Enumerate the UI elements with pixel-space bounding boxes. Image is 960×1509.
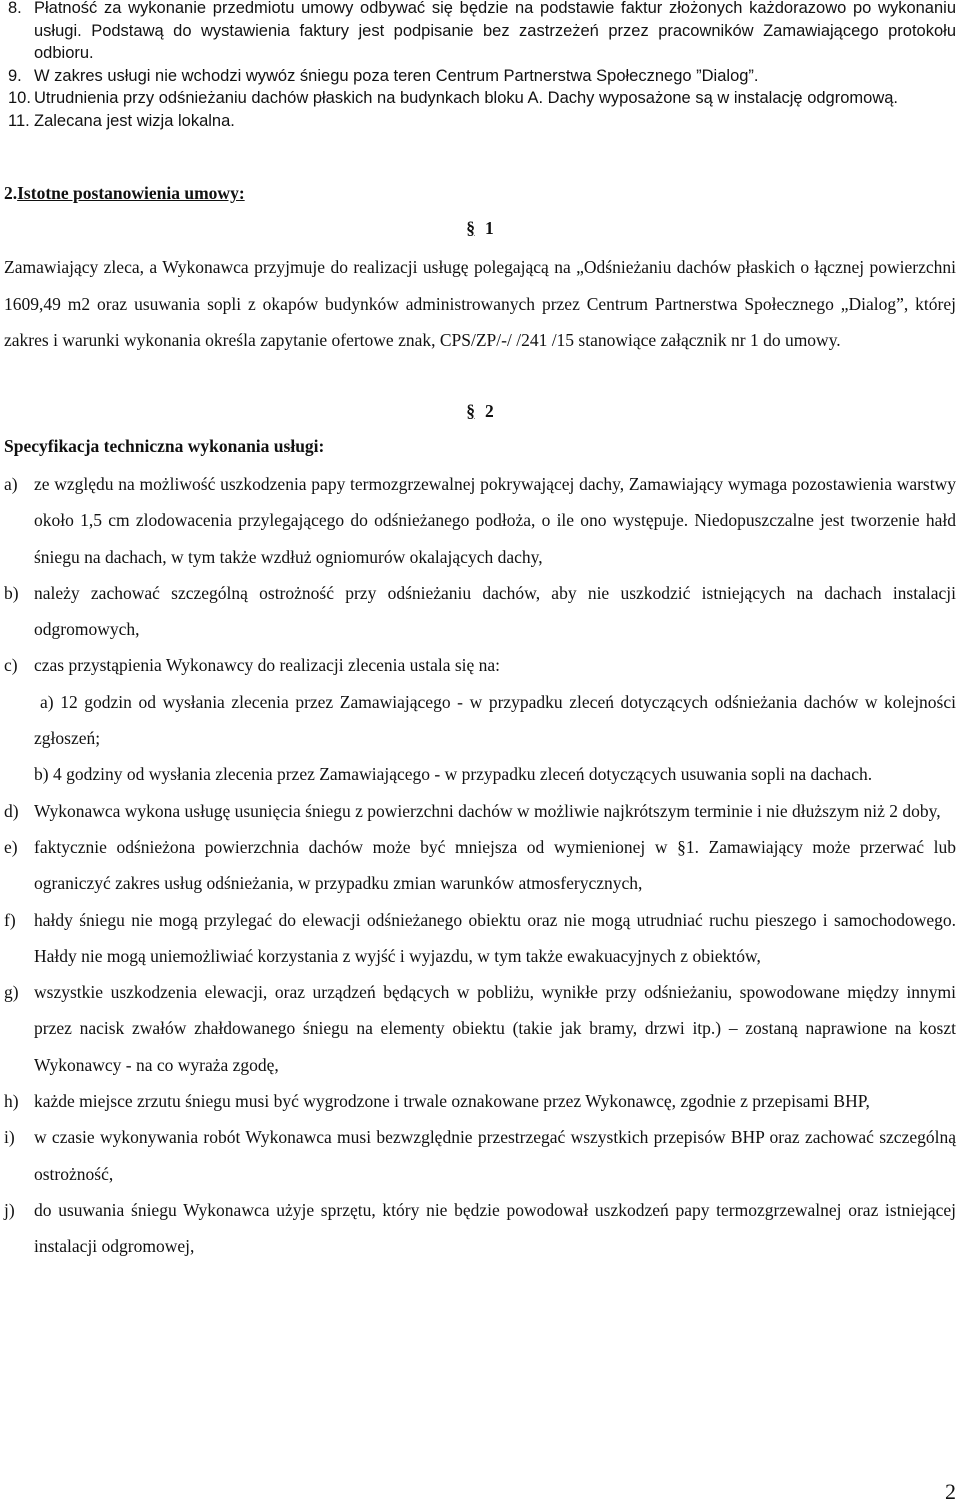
section-number: 1 xyxy=(485,218,494,238)
item-label: a) xyxy=(4,474,18,494)
list-item xyxy=(4,575,956,648)
item-text: należy zachować szczególną ostrożność przy odśnieżaniu dachów, aby nie uszkodzić istniejących na dachach instalacji odgromowych, xyxy=(34,582,956,640)
item-text: czas przystąpienia Wykonawcy do realizacji zlecenia ustala się na: xyxy=(34,655,501,676)
spec-list xyxy=(4,466,956,1265)
item-label: j) xyxy=(4,1199,15,1220)
list-item xyxy=(4,1192,956,1265)
section-symbol: § xyxy=(466,218,475,238)
list-item xyxy=(8,65,956,88)
item-text: do usuwania śniegu Wykonawca użyje sprzętu, który nie będzie powodował uszkodzeń papy termozgrzewalnej oraz istniejącej instalacji odgromowej, xyxy=(34,1199,956,1257)
numbered-list xyxy=(8,0,956,132)
item-text: wszystkie uszkodzenia elewacji, oraz urządzeń będących w pobliżu, wynikłe przy odśnieżaniu, spowodowane między innymi przez nacisk zwałów zhałdowanego śniegu na elementy obiektu (takie jak bramy, drzwi itp.) – zostaną naprawione na koszt Wykonawcy - na co wyraża zgodę, xyxy=(34,982,956,1075)
page-number: 2 xyxy=(945,1479,956,1504)
item-text: faktycznie odśnieżona powierzchnia dachów może być mniejsza od wymienionej w §1. Zamawiający może przerwać lub ograniczyć zakres usług odśnieżania, w przypadku zmian warunków atmosferycznych, xyxy=(34,836,956,894)
section-heading xyxy=(4,183,245,204)
item-text: w czasie wykonywania robót Wykonawca musi bezwzględnie przestrzegać wszystkich przepisów BHP oraz zachować szczególną ostrożność, xyxy=(34,1127,956,1184)
item-text: każde miejsce zrzutu śniegu musi być wygrodzone i trwale oznakowane przez Wykonawcę, zgodnie z przepisami BHP, xyxy=(34,1091,870,1112)
item-body xyxy=(34,647,956,792)
item-text: ze względu na możliwość uszkodzenia papy termozgrzewalnej pokrywającej dachy, Zamawiający wymaga pozostawienia warstwy około 1,5 cm zlodowacenia przylegającego do odśnieżanego podłoża, o ile ono występuje. Niedopuszczalne jest tworzenie hałd śniegu na dachach, w tym także wzdłuż ogniomurów okalających dachy, xyxy=(34,474,956,567)
sub-item: b) 4 godziny od wysłania zlecenia przez Zamawiającego - w przypadku zleceń dotyczących usuwania sopli na dachach. xyxy=(34,764,873,785)
paragraph-sign-1 xyxy=(0,218,960,239)
sub-item: a) 12 godzin od wysłania zlecenia przez Zamawiającego - w przypadku zleceń dotyczących odśnieżania dachów w kolejności zgłoszeń; xyxy=(34,691,956,749)
item-text: Płatność za wykonanie przedmiotu umowy odbywać się będzie na podstawie faktur złożonych każdorazowo po wykonaniu usługi. Podstawą do wystawienia faktury jest podpisanie bez zastrzeżeń przez pracowników Zamawiającego protokołu odbioru. xyxy=(34,0,956,62)
list-item xyxy=(8,87,956,110)
list-item xyxy=(4,647,956,792)
item-label: f) xyxy=(4,909,16,930)
item-label: e) xyxy=(4,836,18,857)
item-label: h) xyxy=(4,1091,19,1112)
list-item xyxy=(4,466,956,575)
item-text: Zalecana jest wizja lokalna. xyxy=(34,111,235,130)
list-item xyxy=(4,829,956,902)
item-label: i) xyxy=(4,1127,15,1148)
paragraph-1-text: Zamawiający zleca, a Wykonawca przyjmuje do realizacji usługę polegającą na „Odśnieżaniu dachów płaskich o łącznej powierzchni 1609,49 m2 oraz usuwania sopli z okapów budynków administrowanych przez Centrum Partnerstwa Społecznego „Dialog”, której zakres i warunki wykonania określa zapytanie ofertowe znak, CPS/ZP/-/ /241 /15 stanowiące załącznik nr 1 do umowy. xyxy=(4,257,956,350)
heading-number: 2. xyxy=(4,183,18,203)
item-text: Wykonawca wykona usługę usunięcia śniegu z powierzchni dachów w możliwie najkrótszym terminie i nie dłuższym niż 2 doby, xyxy=(34,800,941,821)
item-label: d) xyxy=(4,800,19,821)
paragraph-sign-2 xyxy=(0,401,960,422)
list-item xyxy=(4,974,956,1083)
item-text: W zakres usługi nie wchodzi wywóz śniegu poza teren Centrum Partnerstwa Społecznego ”Dialog”. xyxy=(34,66,759,85)
section-number: 2 xyxy=(485,401,494,421)
list-item xyxy=(4,793,956,829)
list-item xyxy=(4,902,956,975)
item-number: 9. xyxy=(8,66,22,85)
list-item xyxy=(8,110,956,133)
item-number: 10. xyxy=(8,89,31,107)
item-label: c) xyxy=(4,655,18,676)
item-text: hałdy śniegu nie mogą przylegać do elewacji odśnieżanego obiektu oraz nie mogą utrudniać ruchu pieszego i samochodowego. Hałdy nie mogą uniemożliwiać korzystania z wyjść i wyjazdu, w tym także ewakuacyjnych z obiektów, xyxy=(34,909,956,966)
heading-text: Istotne postanowienia umowy: xyxy=(17,183,245,203)
item-number: 11. xyxy=(8,111,30,130)
item-number: 8. xyxy=(8,0,22,17)
spec-heading: Specyfikacja techniczna wykonania usługi: xyxy=(4,436,325,456)
list-item xyxy=(8,0,956,65)
item-label: g) xyxy=(4,982,19,1003)
list-item xyxy=(4,1119,956,1192)
section-symbol: § xyxy=(466,401,475,421)
list-item xyxy=(4,1083,956,1119)
item-label: b) xyxy=(4,582,19,603)
item-text: Utrudnienia przy odśnieżaniu dachów płaskich na budynkach bloku A. Dachy wyposażone są w instalację odgromową. xyxy=(34,89,898,107)
